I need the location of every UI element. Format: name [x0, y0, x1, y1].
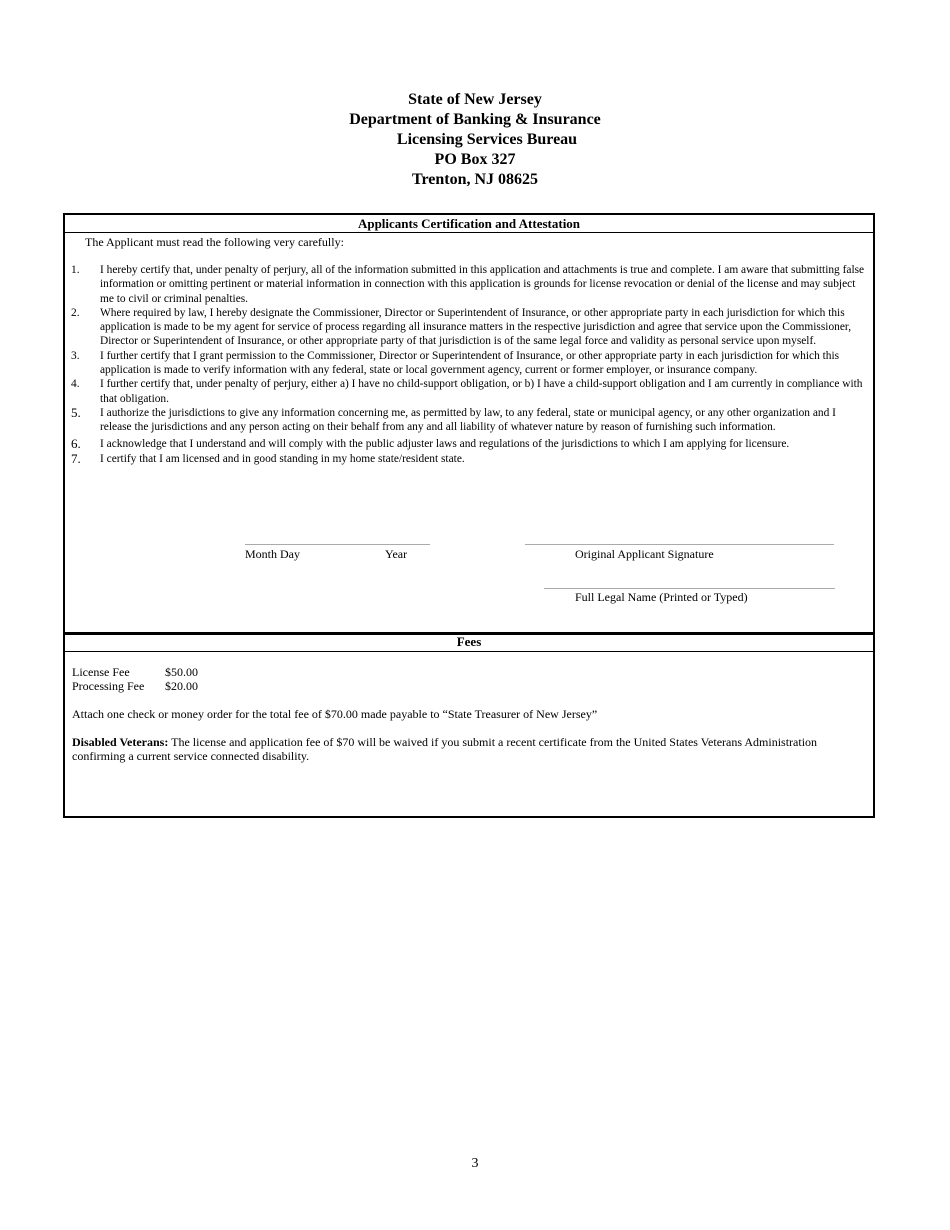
list-item [71, 452, 866, 466]
signature-label: Original Applicant Signature [575, 547, 714, 561]
item-text: I authorize the jurisdictions to give any information concerning me, as permitted by law, to any federal, state or municipal agency, or any other organization and I release the jurisdictions and any person acting on their behalf from any and all liability of whatever nature by reason of furnishing such information. [100, 406, 836, 434]
date-month-day-label: Month Day [245, 547, 300, 561]
item-text: I further certify that, under penalty of perjury, either a) I have no child-support obligation, or b) I have a child-support obligation and I am currently in compliance with that obligation. [100, 378, 863, 405]
item-text: Where required by law, I hereby designate the Commissioner, Director or Superintendent of Insurance, or other appropriate party in each jurisdiction for which this application is made to be my agent for service of process regarding all insurance matters in the respective jurisdiction and agree that service upon the Commissioner, Director or Superintendent of Insurance, or other appropriate party of that jurisdiction is of the same legal force and validity as personal service upon myself. [100, 306, 852, 348]
item-number: 3. [71, 349, 80, 362]
fees-section [63, 632, 875, 818]
full-name-label: Full Legal Name (Printed or Typed) [575, 590, 748, 604]
signature-line[interactable] [525, 544, 834, 545]
header-state: State of New Jersey [408, 91, 542, 108]
item-number: 2. [71, 306, 80, 319]
header-po-box: PO Box 327 [434, 151, 516, 168]
certification-title: Applicants Certification and Attestation [65, 215, 873, 233]
veterans-label: Disabled Veterans: [72, 735, 169, 749]
date-line[interactable] [245, 544, 430, 545]
item-number: 1. [71, 264, 80, 276]
list-item [71, 406, 866, 435]
license-fee-amount: $50.00 [165, 665, 198, 679]
processing-fee-amount: $20.00 [165, 679, 198, 693]
header-city: Trenton, NJ 08625 [411, 171, 539, 188]
item-number: 6. [71, 435, 81, 451]
list-item [71, 349, 866, 378]
header-department: Department of Banking & Insurance [349, 111, 601, 128]
processing-fee-row [72, 679, 872, 693]
item-number: 5. [71, 404, 81, 420]
payment-instructions: Attach one check or money order for the total fee of $70.00 made payable to “State Treasurer of New Jersey” [72, 707, 598, 721]
veterans-waiver [72, 735, 872, 763]
list-item [71, 437, 866, 451]
veterans-text: The license and application fee of $70 will be waived if you submit a recent certificate from the United States Veterans Administration confirming a current service connected disability. [72, 735, 818, 763]
list-item [71, 377, 866, 406]
license-fee-row [72, 665, 872, 679]
name-line[interactable] [544, 588, 835, 589]
certification-list [71, 263, 866, 466]
agency-header [0, 90, 950, 190]
item-text: I certify that I am licensed and in good standing in my home state/resident state. [100, 452, 465, 465]
date-year-label: Year [385, 547, 408, 561]
certification-intro: The Applicant must read the following very carefully: [85, 235, 344, 249]
license-fee-label: License Fee [72, 665, 130, 679]
item-text: I further certify that I grant permission to the Commissioner, Director or Superintendent of Insurance, or other appropriate party in each jurisdiction for which this application is made to verify information with any federal, state or local government agency, current or former employer, or insurance company. [100, 349, 840, 377]
list-item [71, 263, 866, 306]
header-bureau: Licensing Services Bureau [396, 131, 578, 148]
certification-section [63, 213, 875, 635]
item-number: 4. [71, 378, 80, 391]
fees-content [72, 665, 872, 763]
item-text: I hereby certify that, under penalty of perjury, all of the information submitted in this application and attachments is true and complete. I am aware that submitting false information or omitting pertinent or material information in connection with this application is grounds for license revocation or denial of the license and may subject me to civil or criminal penalties. [100, 264, 865, 305]
page-number: 3 [471, 1156, 479, 1171]
processing-fee-label: Processing Fee [72, 679, 145, 693]
item-number: 7. [71, 450, 81, 466]
list-item [71, 306, 866, 349]
fees-title: Fees [65, 632, 873, 652]
item-text: I acknowledge that I understand and will comply with the public adjuster laws and regulations of the jurisdictions to which I am applying for licensure. [100, 437, 790, 450]
